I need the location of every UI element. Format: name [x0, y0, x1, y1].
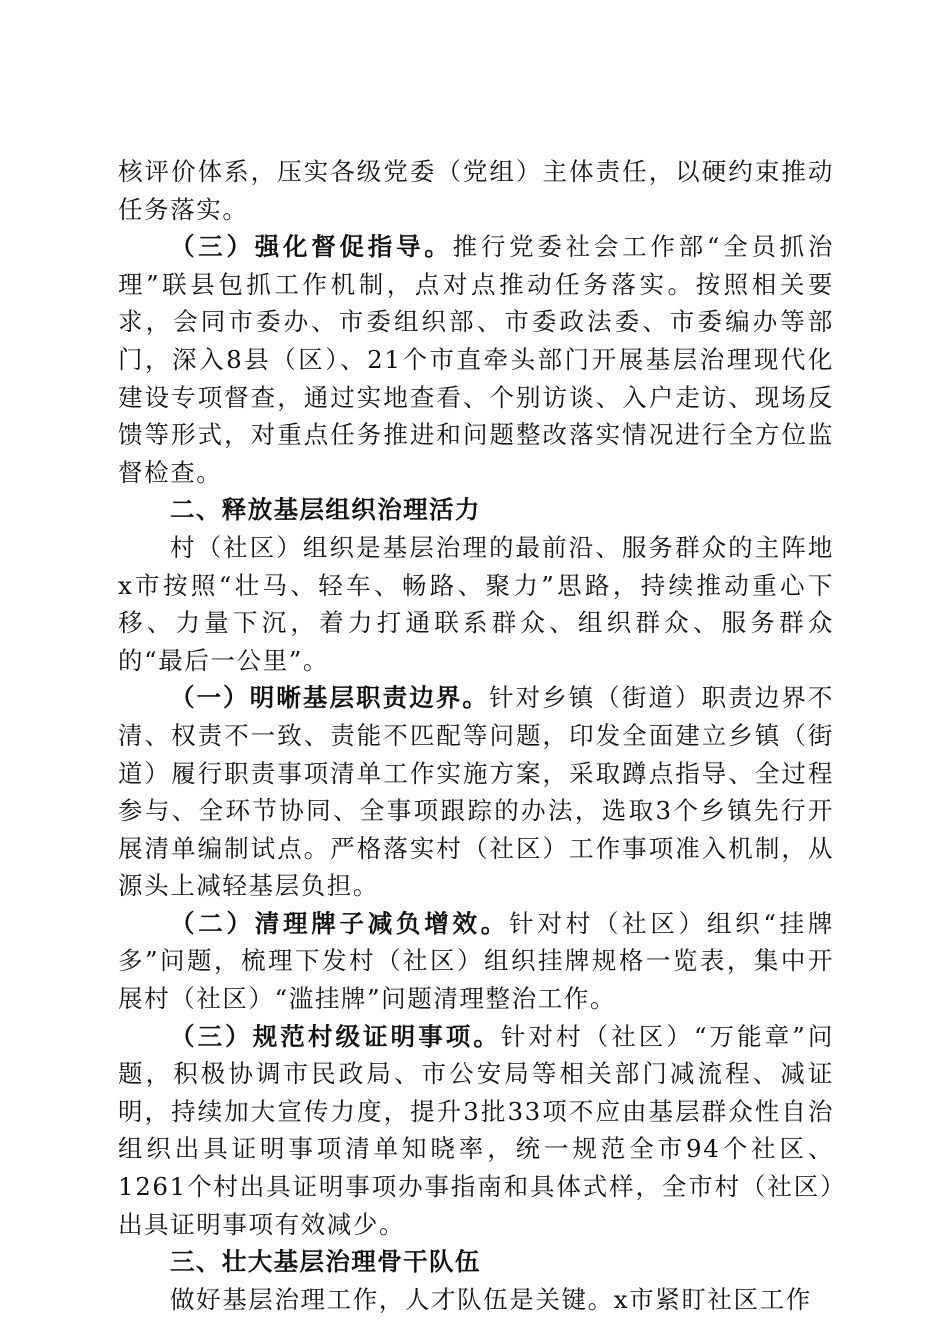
paragraph-text: 针对乡镇（街道）职责边界不清、权责不一致、责能不匹配等问题，印发全面建立乡镇（街道）履行职责事项清单工作实施方案，采取蹲点指导、全过程参与、全环节协同、全事项跟踪的办法，选取3个乡镇先行开展清单编制试点。严格落实村（社区）工作事项准入机制，从源头上减轻基层负担。	[118, 683, 834, 901]
paragraph-body	[118, 529, 834, 679]
paragraph-subsection-1-duties	[118, 679, 834, 905]
paragraph-subsection-2-signboards	[118, 905, 834, 1018]
subsection-lead: （三）强化督促指导。	[170, 232, 453, 262]
paragraph-subsection-3-supervision	[118, 228, 834, 491]
paragraph-text: 核评价体系，压实各级党委（党组）主体责任，以硬约束推动任务落实。	[118, 157, 834, 224]
section-heading-3: 三、壮大基层治理骨干队伍	[170, 1247, 481, 1277]
paragraph-text: 推行党委社会工作部“全员抓治理”联县包抓工作机制，点对点推动任务落实。按照相关要求，会同市委办、市委组织部、市委政法委、市委编办等部门，深入8县（区）、21个市直牵头部门开展基层治理现代化建设专项督查，通过实地查看、个别访谈、入户走访、现场反馈等形式，对重点任务推进和问题整改落实情况进行全方位监督检查。	[118, 232, 834, 487]
subsection-lead: （三）规范村级证明事项。	[170, 1021, 501, 1051]
paragraph-body	[118, 1281, 834, 1319]
paragraph-text: 做好基层治理工作，人才队伍是关键。x市紧盯社区工作	[170, 1284, 812, 1314]
paragraph-text: 村（社区）组织是基层治理的最前沿、服务群众的主阵地x市按照“壮马、轻车、畅路、聚力”思路，持续推动重心下移、力量下沉，着力打通联系群众、组织群众、服务群众的“最后一公里”。	[118, 532, 834, 675]
paragraph-subsection-3-certificates	[118, 1018, 834, 1244]
document-body	[118, 153, 834, 1318]
paragraph-text: 针对村（社区）“万能章”问题，积极协调市民政局、市公安局等相关部门减流程、减证明，持续加大宣传力度，提升3批33项不应由基层群众性自治组织出具证明事项清单知晓率，统一规范全市94个社区、1261个村出具证明事项办事指南和具体式样，全市村（社区）出具证明事项有效减少。	[118, 1021, 834, 1239]
subsection-lead: （二）清理牌子减负增效。	[170, 908, 510, 938]
section-heading-2: 二、释放基层组织治理活力	[170, 495, 481, 525]
paragraph-text: 针对村（社区）组织“挂牌多”问题，梳理下发村（社区）组织挂牌规格一览表，集中开展村（社区）“滥挂牌”问题清理整治工作。	[118, 908, 834, 1014]
paragraph-continuation	[118, 153, 834, 228]
subsection-lead: （一）明晰基层职责边界。	[170, 683, 489, 713]
